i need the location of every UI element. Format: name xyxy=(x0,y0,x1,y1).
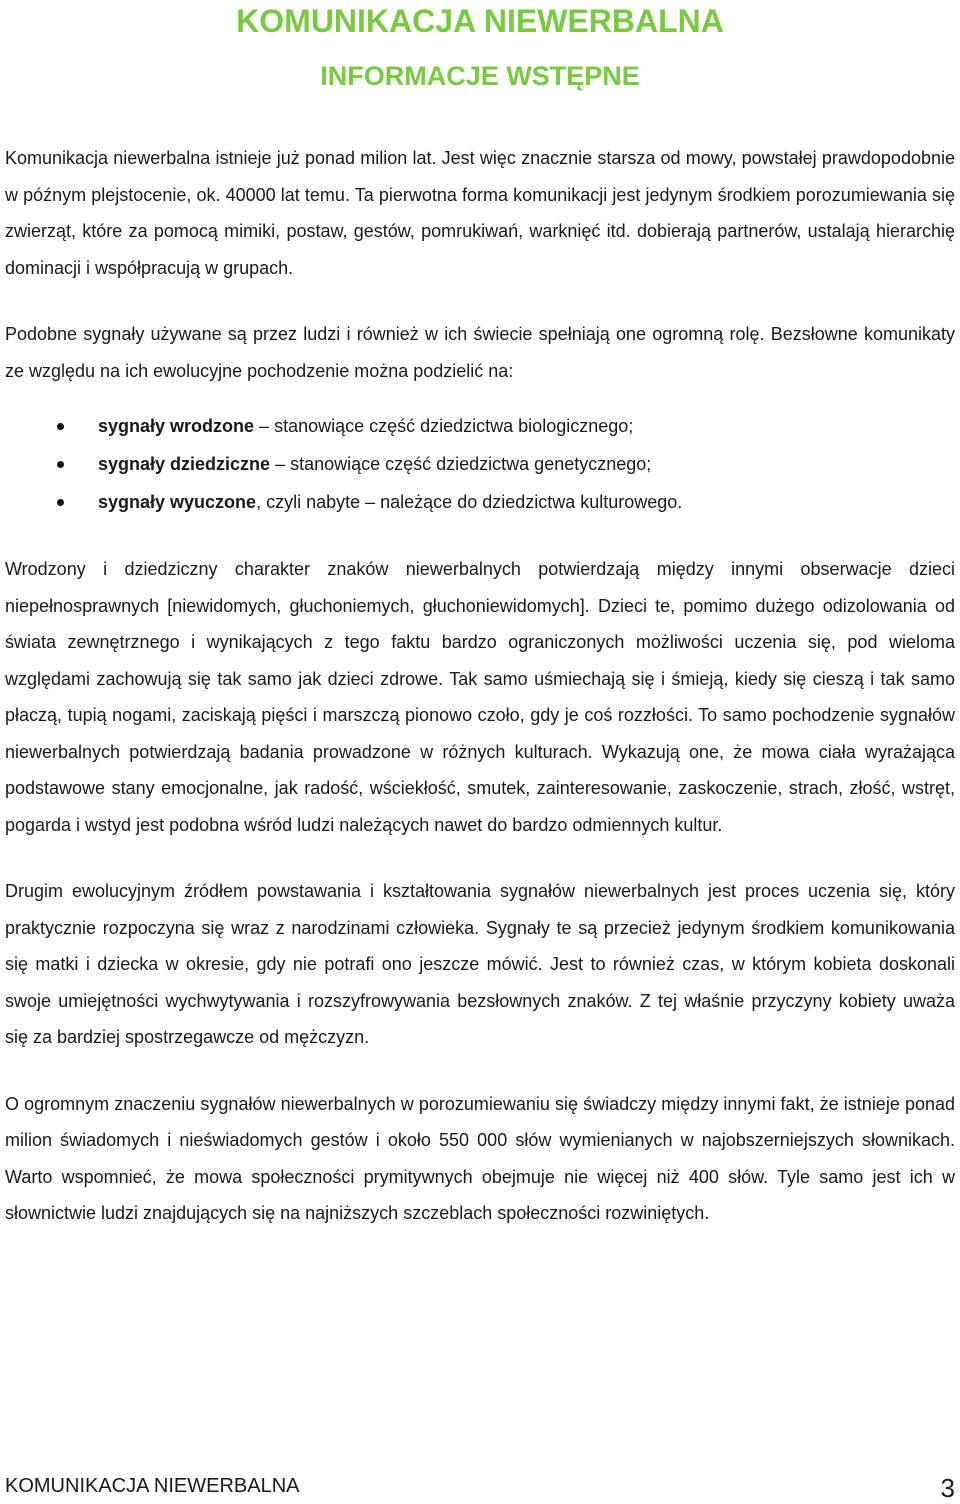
paragraph-learning: Drugim ewolucyjnym źródłem powstawania i kształtowania sygnałów niewerbalnych jest proces uczenia się, który praktycznie rozpoczyna się wraz z narodzinami człowieka. Sygnały te są przecież jedynym środkiem komunikowania się matki i dziecka w okresie, gdy nie potrafi ono jeszcze mówić. Jest to również czas, w którym kobieta doskonali swoje umiejętności wychwytywania i rozszyfrowywania bezsłownych znaków. Z tej właśnie przyczyny kobiety uważa się za bardziej spostrzegawcze od mężczyzn. xyxy=(5,881,955,1047)
footer-title: KOMUNIKACJA NIEWERBALNA xyxy=(5,1475,300,1497)
list-item-term: sygnały dziedziczne xyxy=(98,454,271,474)
list-item-desc: stanowiące część dziedzictwa genetycznego; xyxy=(290,454,652,474)
list-item xyxy=(5,445,955,483)
list-item xyxy=(5,407,955,445)
list-item-desc: czyli nabyte – należące do dziedzictwa kulturowego. xyxy=(266,492,683,512)
list-item-term: sygnały wrodzone xyxy=(98,416,255,436)
page-number: 3 xyxy=(940,1473,955,1503)
bullet-icon xyxy=(57,423,64,430)
bullet-icon xyxy=(57,499,64,506)
list-item-term: sygnały wyuczone xyxy=(98,492,257,512)
list-item-separator: – xyxy=(254,416,275,436)
list-item-desc: stanowiące część dziedzictwa biologicznego; xyxy=(274,416,634,436)
bullet-icon xyxy=(57,461,64,468)
page-footer xyxy=(5,1468,955,1503)
document-body xyxy=(5,140,955,1232)
list-item-separator: , xyxy=(256,492,267,512)
paragraph-intro: Komunikacja niewerbalna istnieje już ponad milion lat. Jest więc znacznie starsza od mowy, powstałej prawdopodobnie w późnym plejstocenie, ok. 40000 lat temu. Ta pierwotna forma komunikacji jest jedynym środkiem porozumiewania się zwierząt, które za pomocą mimiki, postaw, gestów, pomrukiwań, warknięć itd. dobierają partnerów, ustalają hierarchię dominacji i współpracują w grupach. xyxy=(5,148,955,278)
paragraph-signals: Podobne sygnały używane są przez ludzi i również w ich świecie spełniają one ogromną rolę. Bezsłowne komunikaty ze względu na ich ewolucyjne pochodzenie można podzielić na: xyxy=(5,324,955,381)
page-title: KOMUNIKACJA NIEWERBALNA xyxy=(236,3,724,39)
signal-types-list xyxy=(5,407,955,521)
paragraph-innate: Wrodzony i dziedziczny charakter znaków niewerbalnych potwierdzają między innymi obserwacje dzieci niepełnosprawnych [niewidomych, głuchoniemych, głuchoniewidomych]. Dzieci te, pomimo dużego odizolowania od świata zewnętrznego i wynikających z tego faktu bardzo ograniczonych możliwości uczenia się, pod wieloma względami zachowują się tak samo jak dzieci zdrowe. Tak samo uśmiechają się i śmieją, kiedy się cieszą i tak samo płaczą, tupią nogami, zaciskają pięści i marszczą pionowo czoło, gdy je coś rozzłości. To samo pochodzenie sygnałów niewerbalnych potwierdzają badania prowadzone w różnych kulturach. Wykazują one, że mowa ciała wyrażająca podstawowe stany emocjonalne, jak radość, wściekłość, smutek, zainteresowanie, zaskoczenie, strach, złość, wstręt, pogarda i wstyd jest podobna wśród ludzi należących nawet do bardzo odmiennych kultur. xyxy=(5,559,955,835)
page-subtitle: INFORMACJE WSTĘPNE xyxy=(320,61,640,91)
list-item xyxy=(5,483,955,521)
paragraph-importance: O ogromnym znaczeniu sygnałów niewerbalnych w porozumiewaniu się świadczy między innymi fakt, że istnieje ponad milion świadomych i nieświadomych gestów i około 550 000 słów wymienianych w najobszerniejszych słownikach. Warto wspomnieć, że mowa społeczności prymitywnych obejmuje nie więcej niż 400 słów. Tyle samo jest ich w słownictwie ludzi znajdujących się na najniższych szczeblach społeczności rozwiniętych. xyxy=(5,1093,955,1223)
list-item-separator: – xyxy=(270,454,291,474)
